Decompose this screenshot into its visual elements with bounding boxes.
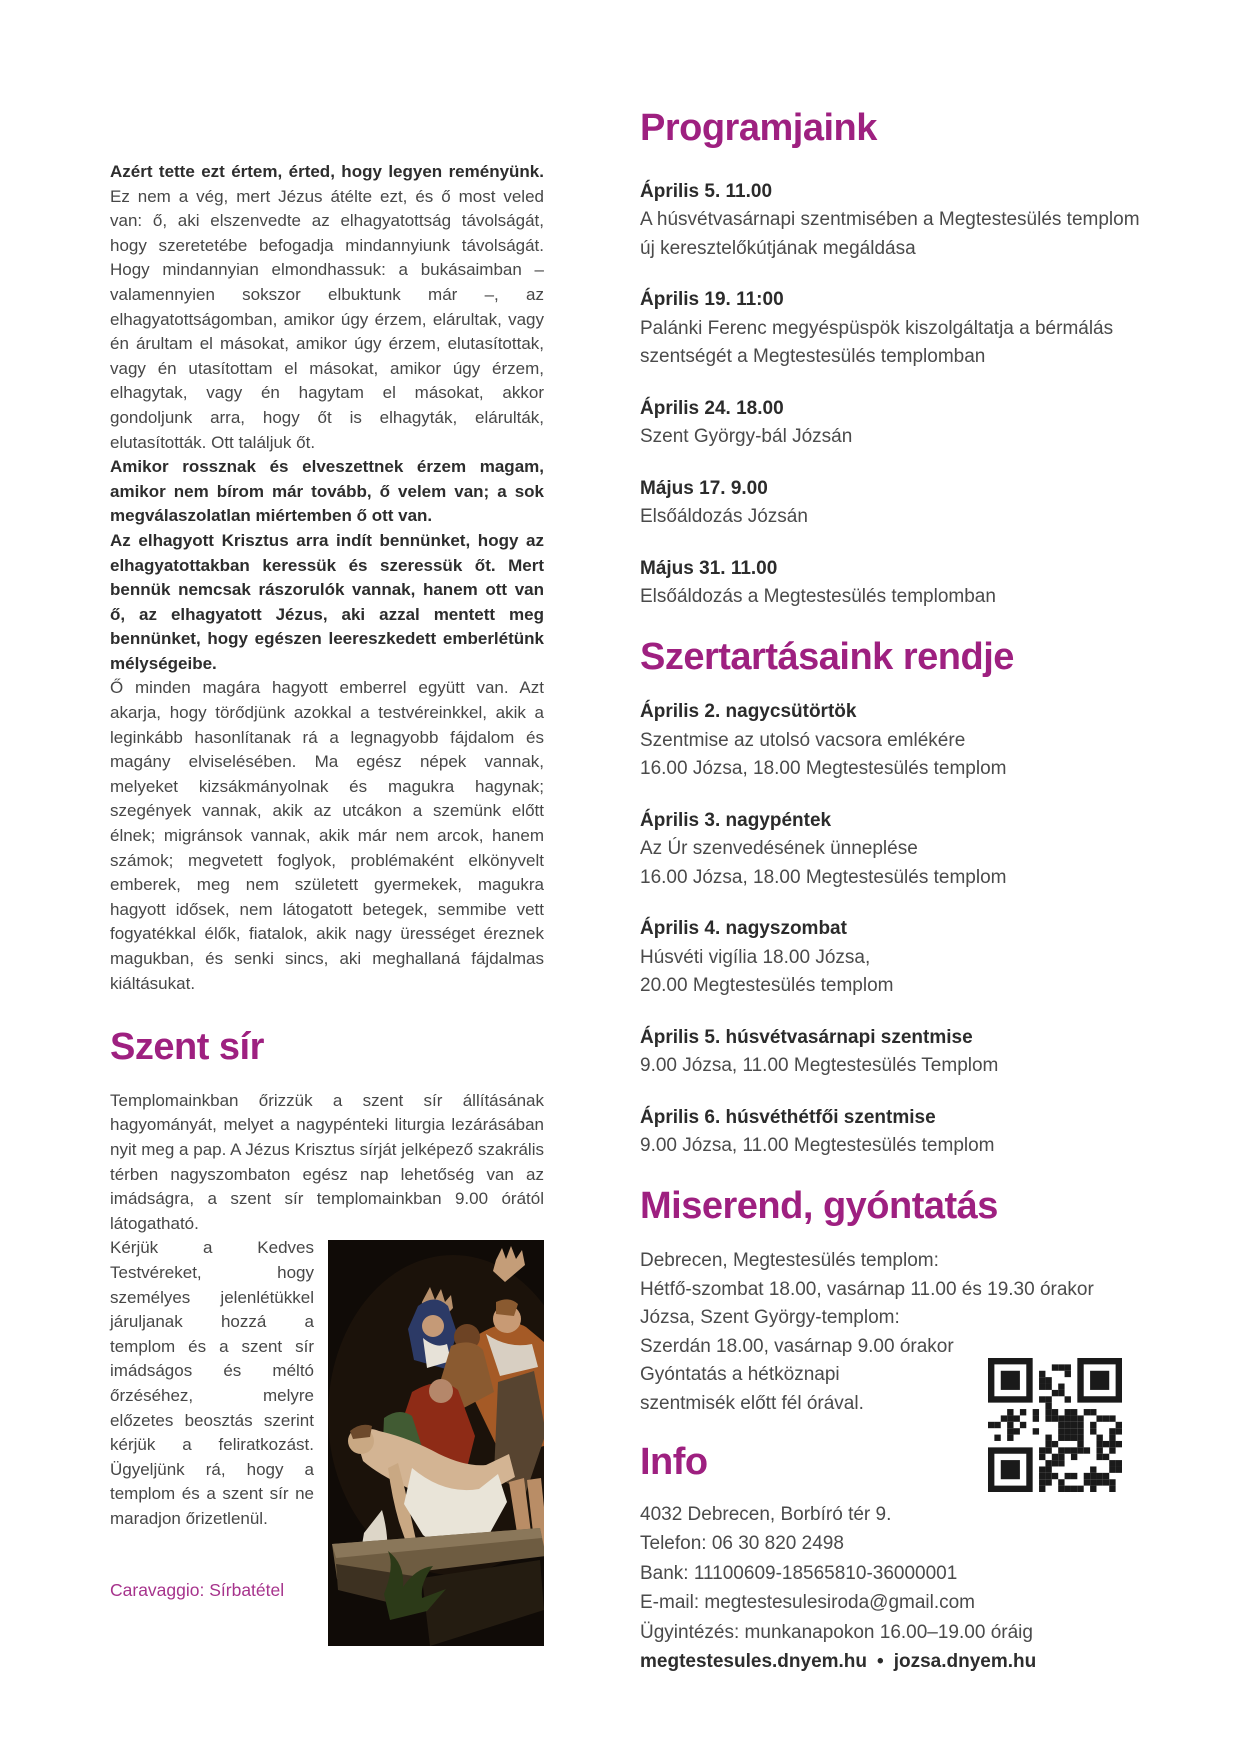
program-event-date: Április 19. 11:00: [640, 289, 784, 311]
qr-code: [988, 1358, 1122, 1492]
szent-sir-body: [110, 1089, 544, 1602]
masses-heading: Miserend, gyóntatás: [640, 1184, 998, 1227]
info-websites: [640, 1647, 1140, 1677]
szent-sir-paragraph-1: Templomainkban őrizzük a szent sír állításának hagyományát, melyet a nagypénteki liturgia lezárásában nyit meg a pap. A Jézus Krisztus sírját jelképező szakrális térben nagyszombaton egész nap lehetőség van az imádságra, a szent sír templomainkban 9.00 órától látogatható.: [110, 1090, 544, 1233]
service-event-title: Április 6. húsvéthétfői szentmise: [640, 1106, 936, 1128]
confession-line: Gyóntatás a hétköznapi: [640, 1364, 840, 1386]
program-event-date: Május 17. 9.00: [640, 477, 768, 499]
program-event: [640, 555, 1140, 612]
program-event-date: Április 24. 18.00: [640, 397, 784, 419]
entombment-painting-illustration: [328, 1240, 544, 1646]
service-event-line: 9.00 Józsa, 11.00 Megtestesülés Templom: [640, 1055, 999, 1077]
service-event-line: 16.00 Józsa, 18.00 Megtestesülés templom: [640, 866, 1007, 888]
intro-paragraph-1-text: Ez nem a vég, mert Jézus átélte ezt, és ő most veled van: ő, aki elszenvedte az elhagyatottság távolságát, hogy szeretetébe befogadja mindannyiunk távolságát. Hogy mindannyian elmondhassuk: a bukásaimban – valamennyien sokszor elbuktunk már –, az elhagyatottságomban, amikor úgy érzem, elárultak, vagy én árultam el másokat, amikor úgy érzem, elutasítottak, vagy én utasítottam el másokat, amikor úgy érzem, elhagytak, vagy én hagytam el másokat, akkor gondoljunk arra, hogy őt is elhagyták, elárulták, elutasították. Ott találjuk őt.: [110, 186, 544, 452]
service-event: [640, 698, 1140, 784]
program-event-date: Április 5. 11.00: [640, 180, 773, 202]
info-phone: Telefon: 06 30 820 2498: [640, 1533, 844, 1555]
masses-jozsa-label: Józsa, Szent György-templom:: [640, 1307, 900, 1329]
intro-paragraph-1: [110, 160, 544, 455]
service-event-line: Szentmise az utolsó vacsora emlékére: [640, 729, 966, 751]
service-event: [640, 915, 1140, 1001]
confession-line: szentmisék előtt fél órával.: [640, 1392, 864, 1414]
service-event-line: 16.00 Józsa, 18.00 Megtestesülés templom: [640, 758, 1007, 780]
website-url: megtestesules.dnyem.hu: [640, 1651, 868, 1673]
info-heading: Info: [640, 1441, 708, 1484]
service-event-line: 9.00 Józsa, 11.00 Megtestesülés templom: [640, 1135, 995, 1157]
masses-jozsa-times: Szerdán 18.00, vasárnap 9.00 órakor: [640, 1335, 954, 1357]
painting-caption: Caravaggio: Sírbatétel: [110, 1579, 285, 1600]
intro-paragraph-4: Ő minden magára hagyott emberrel együtt van. Azt akarja, hogy törődjünk azokkal a testvéreinkkel, akik a leginkább hasonlítanak rá a legnagyobb fájdalom és magány elviselésében. Ma egész népek vannak, melyeket kizsákmányolnak és magukra hagynak; szegények vannak, akik az utcákon a szemünk előtt élnek; migránsok vannak, akik már nem arcok, hanem számok; megvetett foglyok, problémaként elkönyvelt emberek, meg nem született gyermekek, magukra hagyott idősek, nem látogatott betegek, semmibe vett fogyatékkal élők, fiatalok, akik nagy ürességet éreznek magukban, és senki sincs, aki meghallaná fájdalmas kiáltásukat.: [110, 678, 544, 993]
program-event: [640, 286, 1140, 372]
program-event-description: Szent György-bál Józsán: [640, 426, 853, 448]
program-event-date: Május 31. 11.00: [640, 557, 778, 579]
program-event: [640, 178, 1140, 264]
service-event-title: Április 5. húsvétvasárnapi szentmise: [640, 1026, 973, 1048]
website-url: jozsa.dnyem.hu: [893, 1651, 1037, 1673]
intro-bold-lead: Azért tette ezt értem, érted, hogy legyen reményünk.: [110, 162, 544, 181]
program-event-description: Elsőáldozás a Megtestesülés templomban: [640, 586, 996, 608]
service-event-title: Április 4. nagyszombat: [640, 918, 847, 940]
masses-debrecen-times: Hétfő-szombat 18.00, vasárnap 11.00 és 19.30 órakor: [640, 1278, 1094, 1300]
service-event-line: 20.00 Megtestesülés templom: [640, 975, 894, 997]
program-event-description: Elsőáldozás Józsán: [640, 506, 808, 528]
program-event: [640, 395, 1140, 452]
masses-debrecen-label: Debrecen, Megtestesülés templom:: [640, 1250, 939, 1272]
program-event-description: Palánki Ferenc megyéspüspök kiszolgáltatja a bérmálás szentségét a Megtestesülés templomban: [640, 317, 1114, 368]
info-bank: Bank: 11100609-18565810-36000001: [640, 1562, 958, 1584]
service-event-title: Április 3. nagypéntek: [640, 809, 832, 831]
intro-paragraph-2: Amikor rossznak és elveszettnek érzem magam, amikor nem bírom már tovább, ő velem van; a sok megválaszolatlan miértemben ő ott van.: [110, 457, 544, 526]
service-event-line: Húsvéti vigília 18.00 Józsa,: [640, 946, 871, 968]
info-email: E-mail: megtestesulesiroda@gmail.com: [640, 1592, 976, 1614]
service-event: [640, 807, 1140, 893]
szent-sir-paragraph-2: Kérjük a Kedves Testvéreket, hogy személyes jelenlétükkel járuljanak hozzá a templom és a szent sír imádságos és méltó őrzéséhez, melyre előzetes beosztás szerint kérjük a feliratkozást. Ügyeljünk rá, hogy a templom és a szent sír ne maradjon őrizetlenül.: [110, 1238, 314, 1528]
info-address: 4032 Debrecen, Borbíró tér 9.: [640, 1503, 892, 1525]
service-event-title: Április 2. nagycsütörtök: [640, 701, 857, 723]
program-event-description: A húsvétvasárnapi szentmisében a Megtestesülés templom új keresztelőkútjának megáldása: [640, 209, 1140, 259]
left-column: [110, 160, 544, 1656]
szent-sir-heading: Szent sír: [110, 1026, 264, 1069]
programs-heading: Programjaink: [640, 107, 877, 149]
service-event: [640, 1024, 1140, 1081]
info-block: [640, 1500, 1140, 1677]
program-event: [640, 475, 1140, 532]
bullet-separator-icon: •: [877, 1651, 884, 1673]
qr-code-pattern: [988, 1358, 1122, 1492]
info-office-hours: Ügyintézés: munkanapokon 16.00–19.00 óráig: [640, 1621, 1033, 1643]
caravaggio-painting-image: [328, 1240, 544, 1646]
intro-paragraph-3: Az elhagyott Krisztus arra indít bennünket, hogy az elhagyatottakban keressük és szeressük őt. Mert bennük nemcsak rászorulók vannak, hanem ott van ő, az elhagyatott Jézus, aki azzal mentett meg bennünket, hogy egészen leereszkedett emberlétünk mélységeibe.: [110, 530, 544, 673]
services-heading: Szertartásaink rendje: [640, 635, 1014, 678]
service-event-line: Az Úr szenvedésének ünneplése: [640, 838, 918, 860]
service-event: [640, 1104, 1140, 1161]
